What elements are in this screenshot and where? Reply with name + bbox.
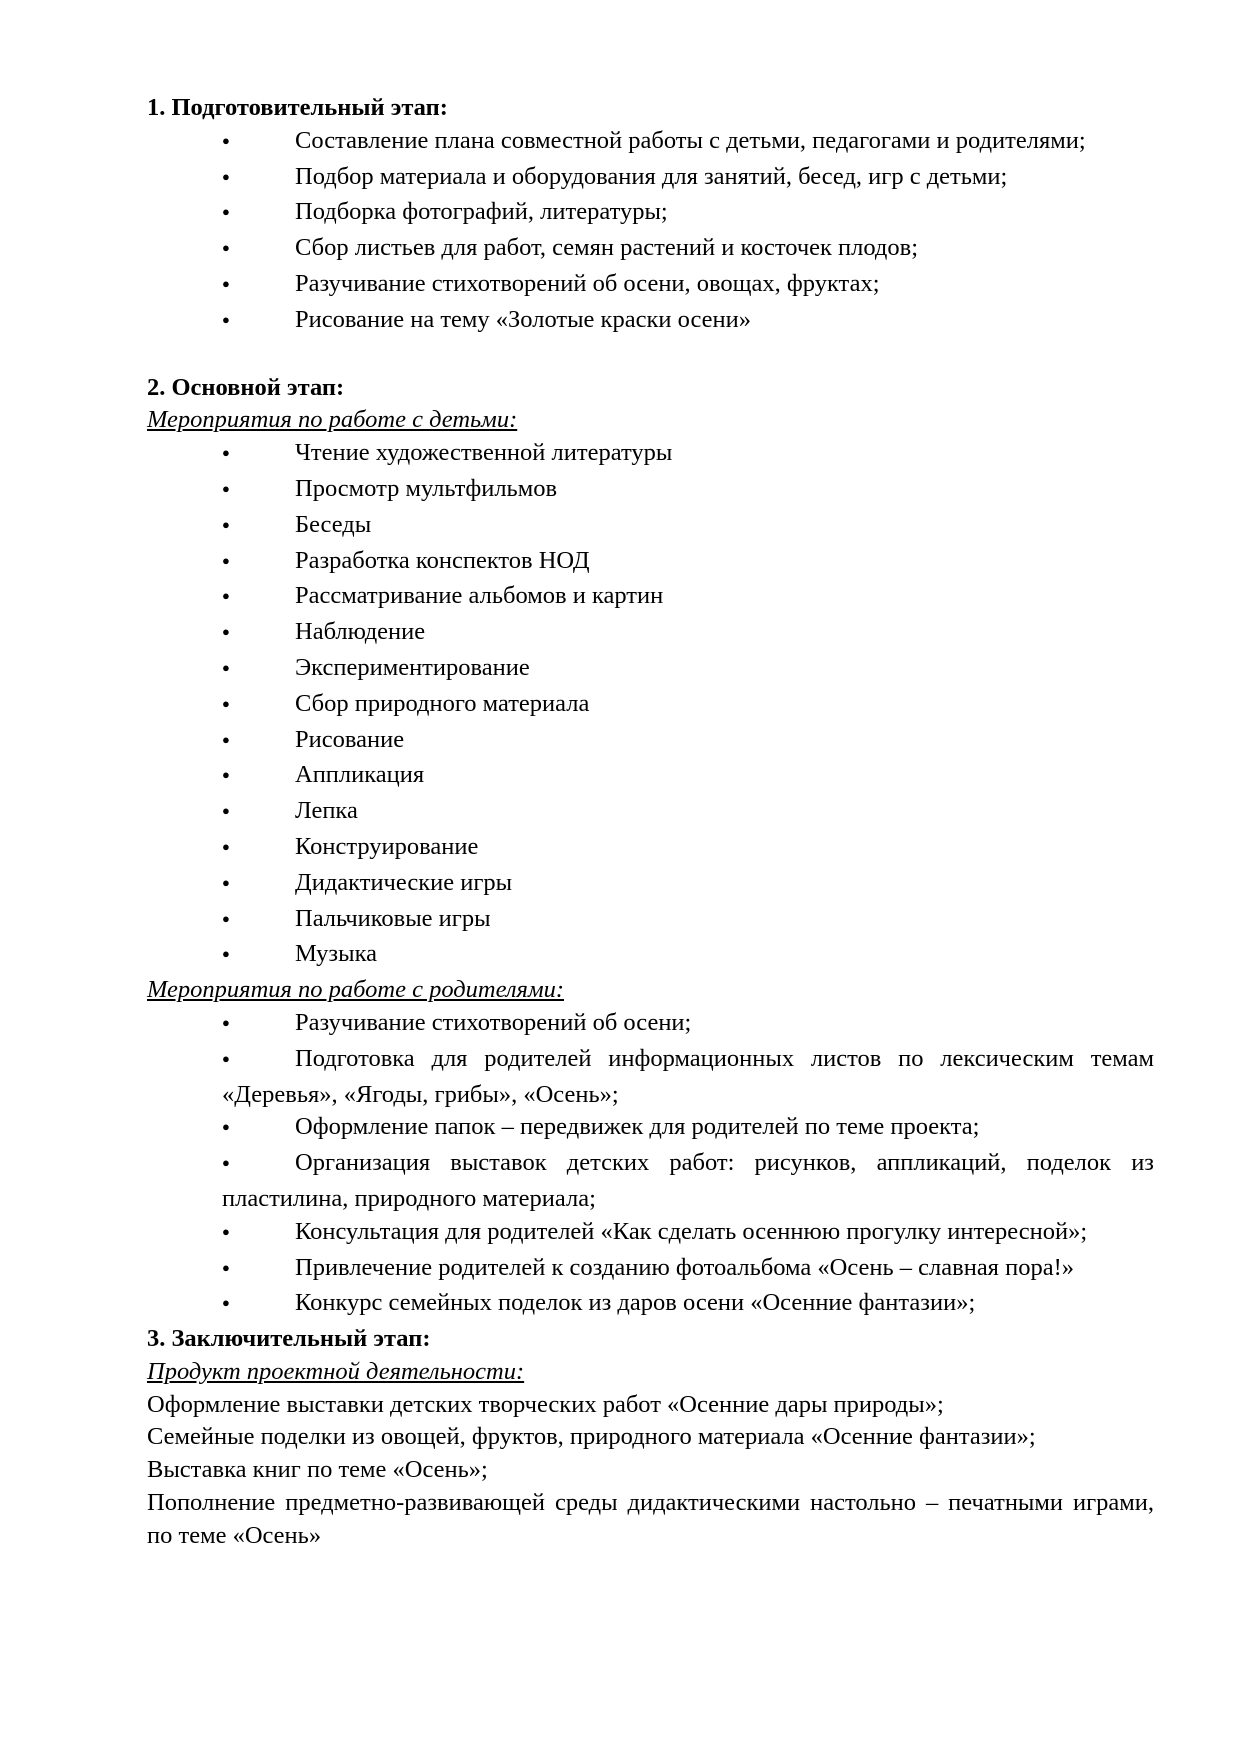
bullet-icon xyxy=(222,1216,295,1252)
bullet-icon xyxy=(222,1252,295,1288)
list-item: ●Разучивание стихотворений об осени; xyxy=(222,1007,1154,1043)
list-item: ●Лепка xyxy=(222,795,1154,831)
bullet-icon xyxy=(222,688,295,724)
bullet-icon xyxy=(222,196,295,232)
section-2-title: 2. Основной этап: xyxy=(147,373,345,401)
bullet-icon xyxy=(222,759,295,795)
project-product-subtitle: Продукт проектной деятельности: xyxy=(147,1357,525,1385)
bullet-icon xyxy=(222,724,295,760)
bullet-icon xyxy=(222,831,295,867)
bullet-icon xyxy=(222,304,295,340)
section-3-title: 3. Заключительный этап: xyxy=(147,1325,431,1353)
children-activities-list xyxy=(147,437,1154,974)
list-item: ●Разучивание стихотворений об осени, овощах, фруктах; xyxy=(222,268,1154,304)
bullet-icon xyxy=(222,1043,295,1079)
list-item: ●Организация выставок детских работ: рисунков, аппликаций, поделок из пластилина, природного материала; xyxy=(222,1147,1154,1216)
list-item: ●Сбор природного материала xyxy=(222,688,1154,724)
list-item: ●Чтение художественной литературы xyxy=(222,437,1154,473)
list-item: ●Подборка фотографий, литературы; xyxy=(222,196,1154,232)
list-item: ●Просмотр мультфильмов xyxy=(222,473,1154,509)
preparatory-list xyxy=(147,125,1154,340)
list-item: ●Экспериментирование xyxy=(222,652,1154,688)
list-item: ●Привлечение родителей к созданию фотоальбома «Осень – славная пора!» xyxy=(222,1252,1154,1288)
list-item: ●Рассматривание альбомов и картин xyxy=(222,580,1154,616)
list-item: ●Консультация для родителей «Как сделать осеннюю прогулку интересной»; xyxy=(222,1216,1154,1252)
list-item: ●Рисование на тему «Золотые краски осени» xyxy=(222,304,1154,340)
product-paragraph: Пополнение предметно-развивающей среды дидактическими настольно – печатными играми, по теме «Осень» xyxy=(147,1489,1154,1549)
parents-activities-list xyxy=(147,1007,1154,1323)
bullet-icon xyxy=(222,161,295,197)
bullet-icon xyxy=(222,580,295,616)
list-item: ●Оформление папок – передвижек для родителей по теме проекта; xyxy=(222,1111,1154,1147)
bullet-icon xyxy=(222,652,295,688)
bullet-icon xyxy=(222,268,295,304)
product-paragraph: Выставка книг по теме «Осень»; xyxy=(147,1456,488,1484)
bullet-icon xyxy=(222,1111,295,1147)
list-item: ●Сбор листьев для работ, семян растений и косточек плодов; xyxy=(222,232,1154,268)
bullet-icon xyxy=(222,509,295,545)
list-item: ●Конструирование xyxy=(222,831,1154,867)
list-item: ●Беседы xyxy=(222,509,1154,545)
children-activities-subtitle: Мероприятия по работе с детьми: xyxy=(147,406,518,434)
bullet-icon xyxy=(222,232,295,268)
bullet-icon xyxy=(222,1287,295,1323)
bullet-icon xyxy=(222,867,295,903)
list-item: ●Разработка конспектов НОД xyxy=(222,545,1154,581)
list-item: ●Рисование xyxy=(222,724,1154,760)
bullet-icon xyxy=(222,125,295,161)
bullet-icon xyxy=(222,795,295,831)
bullet-icon xyxy=(222,1147,295,1183)
list-item: ●Дидактические игры xyxy=(222,867,1154,903)
list-item: ●Конкурс семейных поделок из даров осени «Осенние фантазии»; xyxy=(222,1287,1154,1323)
list-item: ●Подготовка для родителей информационных листов по лексическим темам «Деревья», «Ягоды, грибы», «Осень»; xyxy=(222,1043,1154,1112)
list-item: ●Пальчиковые игры xyxy=(222,903,1154,939)
bullet-icon xyxy=(222,437,295,473)
bullet-icon xyxy=(222,938,295,974)
list-item: ●Аппликация xyxy=(222,759,1154,795)
product-paragraph: Семейные поделки из овощей, фруктов, природного материала «Осенние фантазии»; xyxy=(147,1423,1036,1451)
parents-activities-subtitle: Мероприятия по работе с родителями: xyxy=(147,976,564,1004)
bullet-icon xyxy=(222,1007,295,1043)
product-paragraph: Оформление выставки детских творческих работ «Осенние дары природы»; xyxy=(147,1390,944,1418)
bullet-icon xyxy=(222,903,295,939)
list-item: ●Наблюдение xyxy=(222,616,1154,652)
section-1-title: 1. Подготовительный этап: xyxy=(147,94,448,121)
list-item: ●Составление плана совместной работы с детьми, педагогами и родителями; xyxy=(222,125,1154,161)
document-page xyxy=(147,92,1154,1553)
bullet-icon xyxy=(222,473,295,509)
list-item: ●Музыка xyxy=(222,938,1154,974)
list-item: ●Подбор материала и оборудования для занятий, бесед, игр с детьми; xyxy=(222,161,1154,197)
bullet-icon xyxy=(222,616,295,652)
bullet-icon xyxy=(222,545,295,581)
